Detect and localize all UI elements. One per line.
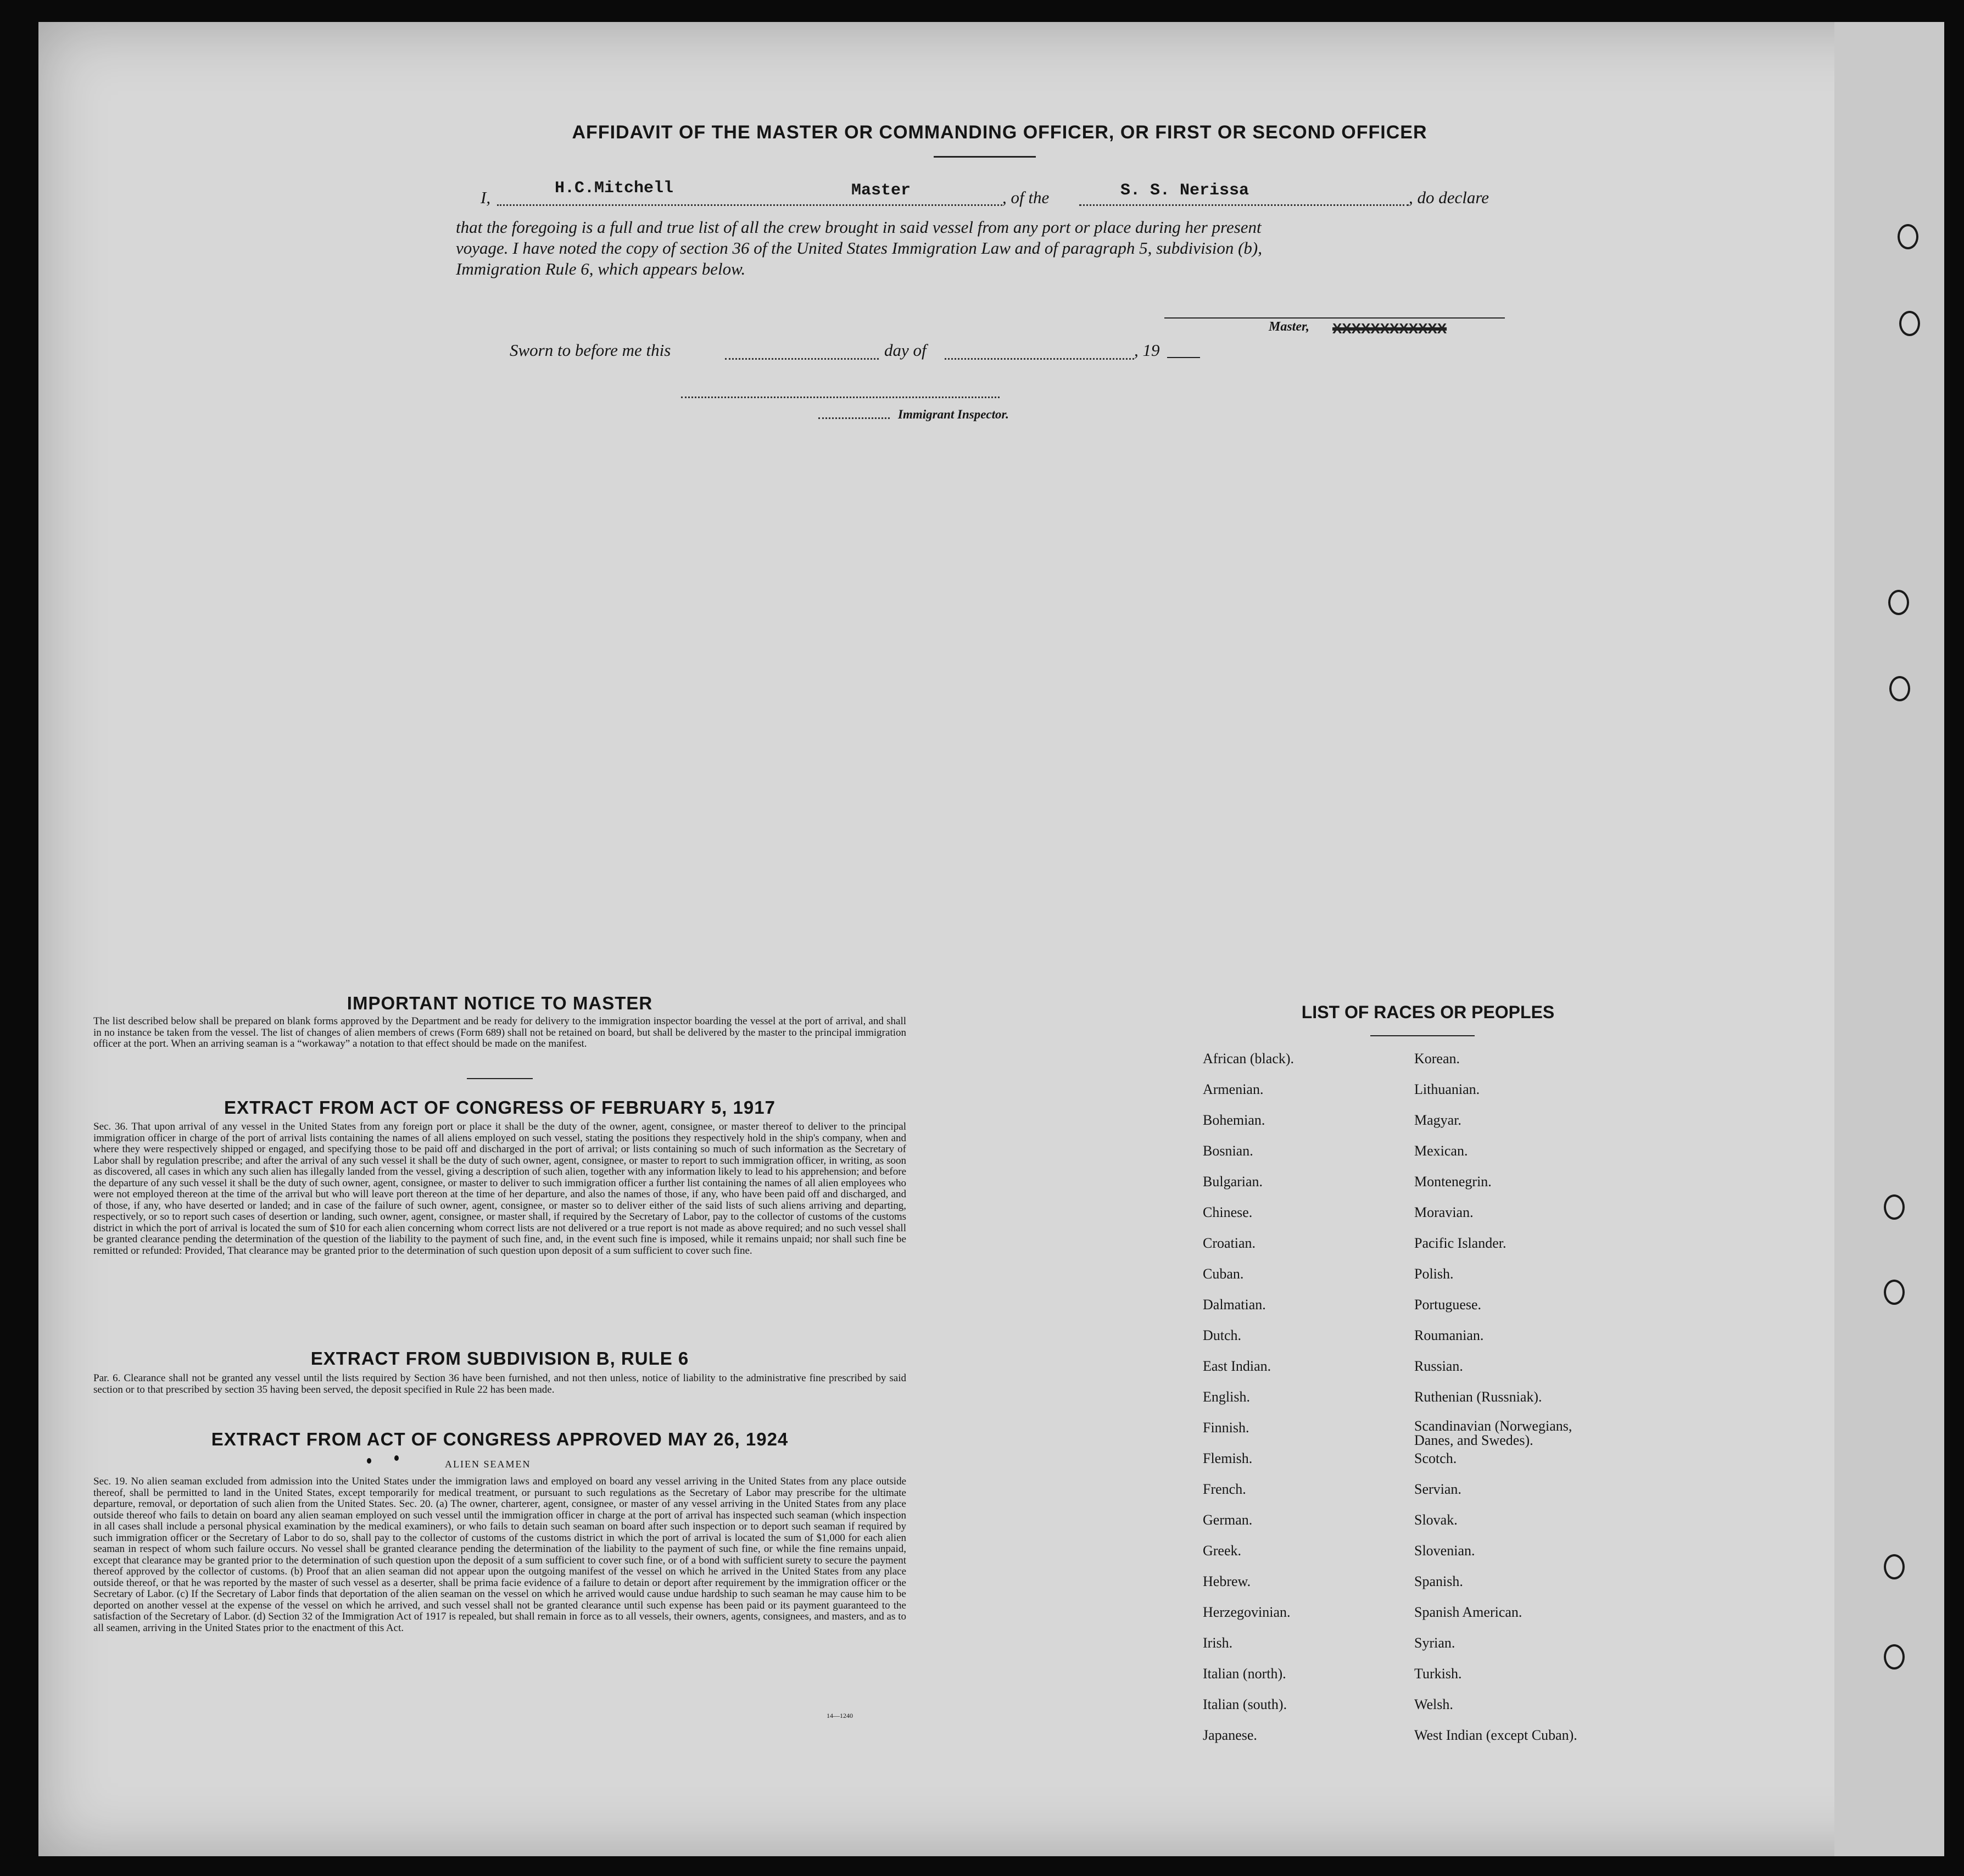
races-left-column xyxy=(1203,1050,1294,1757)
extract-rule6-title: EXTRACT FROM SUBDIVISION B, RULE 6 xyxy=(310,1348,689,1369)
affidavit-title: AFFIDAVIT OF THE MASTER OR COMMANDING OFFICER, OR FIRST OR SECOND OFFICER xyxy=(572,122,1427,143)
race-item: Turkish. xyxy=(1414,1666,1462,1682)
race-item: Slovak. xyxy=(1414,1512,1458,1528)
notice-text: The list described below shall be prepared on blank forms approved by the Department and be ready for delivery to the immigration inspector boarding the vessel at the port of arrival, and shall in no instance be taken from the vessel. The list of changes of alien members of crews (Form 689) shall not be retained on board, but shall be delivered by the master to the principal immigration officer at the port. When an arriving seaman is a “workaway” a notation to that effect should be made on the manifest. xyxy=(93,1015,906,1049)
affidavit-line-3: voyage. I have noted the copy of section 36 of the United States Immigration Law and of paragraph 5, subdivision (b), xyxy=(456,238,1262,258)
race-item: Greek. xyxy=(1203,1543,1242,1559)
rank-value: Master xyxy=(851,181,911,200)
inspector-blank xyxy=(681,395,1000,398)
race-item: Scandinavian (Norwegians, Danes, and Swedes). xyxy=(1414,1418,1572,1448)
master-name: H.C.Mitchell xyxy=(555,179,674,198)
vessel-name: S. S. Nerissa xyxy=(1120,181,1249,200)
race-item: Dutch. xyxy=(1203,1327,1242,1343)
race-item: Montenegrin. xyxy=(1414,1174,1492,1190)
punch-hole-2 xyxy=(1899,311,1920,336)
race-item: Scotch. xyxy=(1414,1450,1457,1466)
extract-1917-title: EXTRACT FROM ACT OF CONGRESS OF FEBRUARY 5, 1917 xyxy=(224,1097,775,1118)
extract-1924-title: EXTRACT FROM ACT OF CONGRESS APPROVED MAY 26, 1924 xyxy=(211,1429,789,1449)
race-item: Armenian. xyxy=(1203,1081,1264,1097)
signature-label: Master, xyxy=(1269,320,1310,334)
race-item: Mexican. xyxy=(1414,1143,1468,1159)
race-item: Bohemian. xyxy=(1203,1112,1265,1128)
punch-hole-7 xyxy=(1884,1554,1905,1579)
race-item: Cuban. xyxy=(1203,1266,1244,1282)
punch-hole-4 xyxy=(1889,676,1910,701)
page-edge xyxy=(1834,22,1944,1856)
sworn-year: , 19 xyxy=(1134,340,1160,360)
race-item: Spanish. xyxy=(1414,1573,1463,1589)
inspector-blank-2 xyxy=(818,416,890,419)
race-item: Lithuanian. xyxy=(1414,1081,1480,1097)
race-item: Spanish American. xyxy=(1414,1604,1522,1620)
ink-dot-1 xyxy=(367,1458,371,1464)
race-item: Roumanian. xyxy=(1414,1327,1484,1343)
vessel-blank xyxy=(1079,203,1409,206)
race-item: Italian (north). xyxy=(1203,1666,1286,1682)
races-title: LIST OF RACES OR PEOPLES xyxy=(1301,1002,1555,1022)
race-item: Korean. xyxy=(1414,1051,1460,1067)
inspector-label: Immigrant Inspector. xyxy=(898,407,1009,421)
race-item: French. xyxy=(1203,1481,1246,1497)
extract-1924-text: Sec. 19. No alien seaman excluded from admission into the United States under the immigration laws and employed on board any vessel arriving in the United States from any place outside thereof, shall be permitted to land in the United States, except temporarily for medical treatment, or pursuant to such regulations as the Secretary of Labor may prescribe for the ultimate departure, removal, or deportation of such alien from the United States. Sec. 20. (a) The owner, charterer, agent, consignee, or master of any vessel arriving in the United States from any place outside thereof who fails to detain on board any alien seaman employed on such vessel until the immigration officer in charge at the port of arrival has inspected such seaman (which inspection in all cases shall include a personal physical examination by the medical examiners), or who fails to detain such seaman on board after such inspection or to deport such seaman if required by such immigration officer or the Secretary of Labor to do so, shall pay to the collector of customs of the customs district in which the port of arrival is located the sum of $1,000 for each alien seaman in respect of whom such failure occurs. No vessel shall be granted clearance pending the determination of the liability to the payment of such fine, or while the fine remains unpaid, except that clearance may be granted prior to the determination of such question upon the deposit of a sum sufficient to cover such fine, or of a bond with sufficient surety to secure the payment thereof approved by the collector of customs. (b) Proof that an alien seaman did not appear upon the outgoing manifest of the vessel on which he arrived in the United States from any place outside thereof, or that he was reported by the master of such vessel as a deserter, shall be prima facie evidence of a failure to detain or deport after requirement by the immigration officer or the Secretary of Labor. (c) If the Secretary of Labor finds that deportation of the alien seaman on the vessel on which he arrived would cause undue hardship to such seaman he may cause him to be deported on another vessel at the expense of the vessel on which he arrived, and such vessel shall not be granted clearance until such expense has been paid or its payment guaranteed to the satisfaction of the Secretary of Labor. (d) Section 32 of the Immigration Act of 1917 is repealed, but shall remain in force as to all vessels, their owners, agents, consignees, and masters, and as to all seamen, arriving in the United States prior to the enactment of this Act. xyxy=(93,1476,906,1634)
race-item: Moravian. xyxy=(1414,1204,1474,1220)
punch-hole-8 xyxy=(1884,1644,1905,1670)
affidavit-line-2: that the foregoing is a full and true list of all the crew brought in said vessel from any port or place during her present xyxy=(456,217,1262,237)
race-item: Pacific Islander. xyxy=(1414,1235,1507,1251)
notice-title: IMPORTANT NOTICE TO MASTER xyxy=(347,993,653,1013)
punch-hole-6 xyxy=(1884,1280,1905,1305)
race-item: Chinese. xyxy=(1203,1204,1253,1220)
race-item: East Indian. xyxy=(1203,1358,1271,1374)
race-item: Italian (south). xyxy=(1203,1696,1287,1712)
race-item: Polish. xyxy=(1414,1266,1454,1282)
sworn-day-of: day of xyxy=(884,340,927,360)
affidavit-declare: , do declare xyxy=(1409,188,1489,207)
race-item: Japanese. xyxy=(1203,1727,1257,1743)
race-item: Dalmatian. xyxy=(1203,1297,1266,1313)
race-item: Slovenian. xyxy=(1414,1543,1475,1559)
affidavit-line-4: Immigration Rule 6, which appears below. xyxy=(456,259,746,278)
signature-line xyxy=(1164,317,1505,319)
year-blank xyxy=(1167,357,1200,358)
race-item: Portuguese. xyxy=(1414,1297,1482,1313)
title-rule xyxy=(934,156,1036,158)
extract-1917-text: Sec. 36. That upon arrival of any vessel in the United States from any foreign port or place it shall be the duty of the owner, agent, consignee, or master thereof to deliver to the principal immigration officer in charge of the port of arrival lists containing the names of all aliens employed on such vessel, stating the positions they respectively hold in the ship's company, when and where they were respectively shipped or engaged, and specifying those to be paid off and discharged in the port of arrival; or lists containing so much of such information as the Secretary of Labor shall by regulation prescribe; and after the arrival of any such vessel it shall be the duty of such owner, agent, consignee, or master to report to such immigration officer, in writing, as soon as discovered, all cases in which any such alien has illegally landed from the vessel, giving a description of such alien, together with any information likely to lead to his apprehension; and before the departure of any such vessel it shall be the duty of such owner, agent, consignee, or master to deliver to such immigration officer a further list containing the names of all alien employees who were not employed thereon at the time of the arrival but who will leave port thereon at the time of her departure, and also the names of those, if any, who have been paid off and discharged, and of those, if any, who have deserted or landed; and in case of the failure of such owner, agent, consignee, or master so to deliver either of the said lists of such aliens arriving and departing, respectively, or so to report such cases of desertion or landing, such owner, agent, consignee, or master shall, if required by the Secretary of Labor, pay to the collector of customs of the customs district in which the port of arrival is located the sum of $10 for each alien concerning whom correct lists are not delivered or a true report is not made as above required; and no such vessel shall be granted clearance pending the determination of the question of the liability to the payment of such fine, and, in the event such fine is imposed, while it remains unpaid; nor shall such fine be remitted or refunded: Provided, That clearance may be granted prior to the determination of such question upon deposit of a sum sufficient to cover such fine. xyxy=(93,1121,906,1257)
race-item: Ruthenian (Russniak). xyxy=(1414,1389,1542,1405)
affidavit-of-the: , of the xyxy=(1002,188,1050,207)
race-item: Finnish. xyxy=(1203,1420,1249,1436)
form-number: 14—1240 xyxy=(827,1712,853,1719)
race-item: Russian. xyxy=(1414,1358,1463,1374)
race-item: Herzegovinian. xyxy=(1203,1604,1291,1620)
race-item: Irish. xyxy=(1203,1635,1233,1651)
race-item: Hebrew. xyxy=(1203,1573,1251,1589)
race-item: English. xyxy=(1203,1389,1250,1405)
punch-hole-1 xyxy=(1898,224,1918,249)
name-blank xyxy=(497,203,1002,206)
race-item: German. xyxy=(1203,1512,1253,1528)
affidavit-prefix: I, xyxy=(481,188,491,207)
race-item: Flemish. xyxy=(1203,1450,1253,1466)
race-item: Syrian. xyxy=(1414,1635,1455,1651)
race-item: Bulgarian. xyxy=(1203,1174,1263,1190)
race-item: Servian. xyxy=(1414,1481,1461,1497)
race-item: West Indian (except Cuban). xyxy=(1414,1727,1577,1743)
sworn-prefix: Sworn to before me this xyxy=(510,340,671,360)
race-item: African (black). xyxy=(1203,1051,1295,1067)
sworn-month-blank xyxy=(945,357,1134,360)
punch-hole-5 xyxy=(1884,1194,1905,1220)
race-item: Welsh. xyxy=(1414,1696,1453,1712)
race-item: Magyar. xyxy=(1414,1112,1461,1128)
punch-hole-3 xyxy=(1888,590,1909,615)
race-item: Croatian. xyxy=(1203,1235,1256,1251)
races-right-column xyxy=(1414,1050,1612,1757)
notice-rule xyxy=(467,1078,533,1079)
struck-title: XXXXXXXXXXXX xyxy=(1332,320,1447,337)
race-item: Bosnian. xyxy=(1203,1143,1253,1159)
races-rule xyxy=(1370,1035,1475,1036)
alien-seamen-subtitle: ALIEN SEAMEN xyxy=(445,1459,531,1470)
sworn-day-blank xyxy=(725,357,879,360)
extract-rule6-text: Par. 6. Clearance shall not be granted any vessel until the lists required by Section 36 have been furnished, and not then unless, notice of liability to the administrative fine prescribed by said section or to that prescribed by section 35 having been served, the deposit specified in Rule 22 has been made. xyxy=(93,1372,906,1395)
ink-dot-2 xyxy=(394,1455,399,1461)
